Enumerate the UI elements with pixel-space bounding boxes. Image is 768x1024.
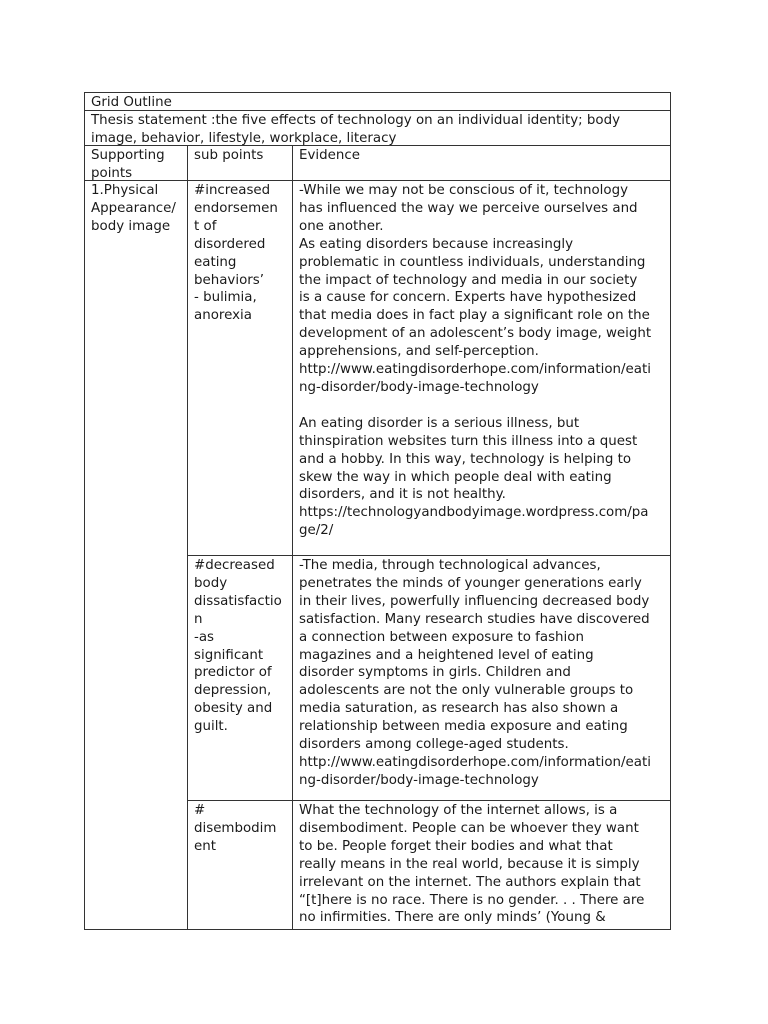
header-sub-points: sub points <box>194 148 264 163</box>
thesis-statement: Thesis statement :the five effects of technology on an individual identity; body image, behavior, lifestyle, workplace, literacy <box>91 113 621 145</box>
evidence-text: What the technology of the internet allows, is a disembodiment. People can be whoever they want to be. People forget their bodies and what that really means in the real world, because it is simply irrelevant on the internet. The authors explain that “[t]here is no race. There is no gender. . . There are no infirmities. There are only minds’ (Young & <box>299 803 645 926</box>
sub-point: #increased endorsemen t of disordered eating behaviors’ - bulimia, anorexia <box>194 183 278 324</box>
evidence-text: -While we may not be conscious of it, technology has influenced the way we perceive ourselves and one another. As eating disorders because increasingly problematic in countless individuals, understanding the impact of technology and media in our society is a cause for concern. Experts have hypothesized that media does in fact play a significant role on the development of an adolescent’s body image, weight apprehensions, and self-perception. http://www.eatingdisorderhope.com/information/eati ng-disorder/body-image-technology An eating disorder is a serious illness, but thinspiration websites turn this illness into a quest and a hobby. In this way, technology is helping to skew the way in which people deal with eating disorders, and it is not healthy. https://technologyandbodyimage.wordpress.com/pa ge/2/ <box>299 183 652 539</box>
grid-title: Grid Outline <box>91 95 172 110</box>
sub-point: #decreased body dissatisfactio n -as significant predictor of depression, obesity and guilt. <box>194 558 282 735</box>
sub-point: # disembodim ent <box>194 803 277 854</box>
header-supporting-points: Supporting points <box>91 148 165 180</box>
header-evidence: Evidence <box>299 148 360 163</box>
supporting-point: 1.Physical Appearance/ body image <box>91 183 176 234</box>
evidence-text: -The media, through technological advances, penetrates the minds of younger generations early in their lives, powerfully influencing decreased body satisfaction. Many research studies have discovered a connection between exposure to fashion magazines and a heightened level of eating disorder symptoms in girls. Children and adolescents are not the only vulnerable groups to media saturation, as research has also shown a relationship between media exposure and eating disorders among college-aged students. http://www.eatingdisorderhope.com/information/eati ng-disorder/body-image-technology <box>299 558 651 788</box>
grid-outline-table <box>84 92 671 930</box>
